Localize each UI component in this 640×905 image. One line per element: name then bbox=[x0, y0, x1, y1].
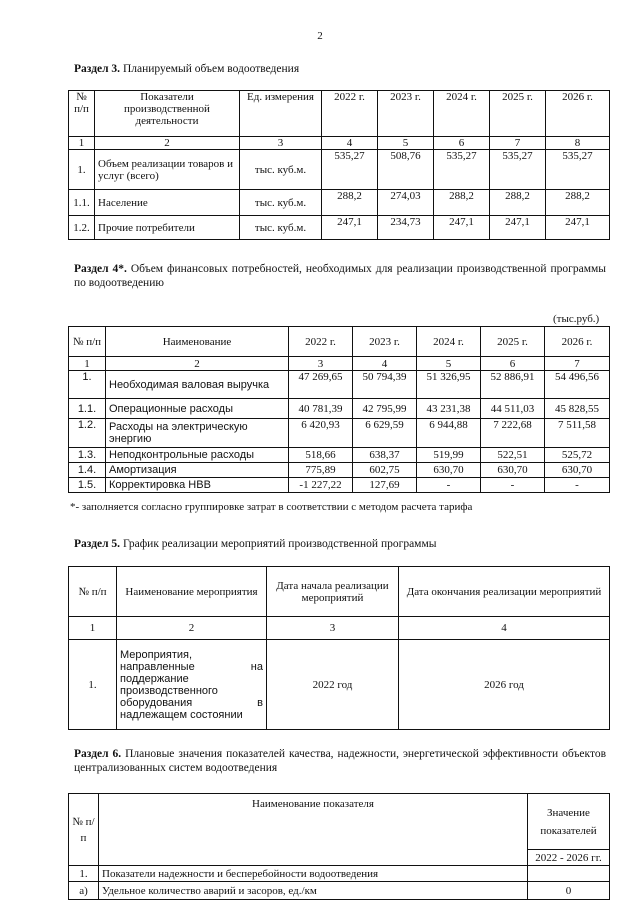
row-end-date: 2026 год bbox=[399, 640, 610, 730]
col-number: 1 bbox=[69, 617, 117, 640]
header-num: № п/п bbox=[69, 567, 117, 617]
row-value: 535,27 bbox=[322, 150, 378, 190]
col-number: 7 bbox=[545, 357, 610, 371]
header-name: Наименование bbox=[106, 327, 289, 357]
row-value: 6 944,88 bbox=[417, 419, 481, 448]
table-row bbox=[69, 448, 610, 463]
header-indicator: Показатели производственной деятельности bbox=[95, 91, 240, 137]
row-value: 247,1 bbox=[434, 216, 490, 240]
row-value: 638,37 bbox=[353, 448, 417, 463]
row-value: 522,51 bbox=[481, 448, 545, 463]
header-period: 2022 - 2026 гг. bbox=[528, 850, 610, 866]
section-5-title bbox=[74, 537, 436, 551]
section-4-title bbox=[74, 262, 606, 290]
section-3-title-text: Планируемый объем водоотведения bbox=[120, 63, 300, 75]
row-value: 274,03 bbox=[378, 190, 434, 216]
row-start-date: 2022 год bbox=[267, 640, 399, 730]
section-6-table bbox=[68, 793, 610, 900]
header-indicator-name: Наименование показателя bbox=[99, 794, 528, 866]
page-number: 2 bbox=[317, 30, 323, 42]
row-name: Необходимая валовая выручка bbox=[106, 371, 289, 399]
table-row bbox=[69, 478, 610, 493]
header-2022: 2022 г. bbox=[289, 327, 353, 357]
col-number: 4 bbox=[322, 137, 378, 150]
row-value: 127,69 bbox=[353, 478, 417, 493]
row-num: 1. bbox=[69, 371, 106, 399]
row-unit: тыс. куб.м. bbox=[240, 190, 322, 216]
header-2025: 2025 г. bbox=[481, 327, 545, 357]
header-value: Значение показателей bbox=[528, 794, 610, 850]
col-number: 5 bbox=[378, 137, 434, 150]
row-value: 288,2 bbox=[434, 190, 490, 216]
row-value: 519,99 bbox=[417, 448, 481, 463]
col-number: 4 bbox=[399, 617, 610, 640]
header-unit: Ед. измерения bbox=[240, 91, 322, 137]
table-row bbox=[69, 640, 610, 730]
row-num: 1.4. bbox=[69, 463, 106, 478]
header-num: № п/п bbox=[69, 91, 95, 137]
row-value: 630,70 bbox=[481, 463, 545, 478]
row-value: 43 231,38 bbox=[417, 399, 481, 419]
row-value: - bbox=[481, 478, 545, 493]
section-4-header-row bbox=[69, 327, 610, 357]
col-number: 2 bbox=[106, 357, 289, 371]
row-unit: тыс. куб.м. bbox=[240, 216, 322, 240]
row-value: 45 828,55 bbox=[545, 399, 610, 419]
row-value: 247,1 bbox=[490, 216, 546, 240]
row-value: - bbox=[417, 478, 481, 493]
row-unit: тыс. куб.м. bbox=[240, 150, 322, 190]
section-6-header-row bbox=[69, 794, 610, 850]
row-value: 40 781,39 bbox=[289, 399, 353, 419]
header-2025: 2025 г. bbox=[490, 91, 546, 137]
section-5-table bbox=[68, 566, 610, 730]
row-num: 1.3. bbox=[69, 448, 106, 463]
col-number: 6 bbox=[434, 137, 490, 150]
row-name: Расходы на электрическую энергию bbox=[106, 419, 289, 448]
table-row bbox=[69, 419, 610, 448]
table-row bbox=[69, 216, 610, 240]
row-value: 525,72 bbox=[545, 448, 610, 463]
col-number: 3 bbox=[289, 357, 353, 371]
row-num: 1.5. bbox=[69, 478, 106, 493]
row-value: 51 326,95 bbox=[417, 371, 481, 399]
col-number: 2 bbox=[117, 617, 267, 640]
header-num: № п/п bbox=[69, 327, 106, 357]
section-6-title-text: Плановые значения показателей качества, надежности, энергетической эффективности объектов централизованных систем водоотведения bbox=[74, 748, 606, 774]
row-num: 1.2. bbox=[69, 419, 106, 448]
row-value: 247,1 bbox=[322, 216, 378, 240]
row-num: 1.1. bbox=[69, 399, 106, 419]
section-4-title-text: Объем финансовых потребностей, необходимых для реализации производственной программы по водоотведению bbox=[74, 263, 606, 289]
row-value: 602,75 bbox=[353, 463, 417, 478]
section-5-title-text: График реализации мероприятий производственной программы bbox=[120, 538, 437, 550]
col-number: 2 bbox=[95, 137, 240, 150]
row-value: 535,27 bbox=[546, 150, 610, 190]
header-2024: 2024 г. bbox=[434, 91, 490, 137]
row-value: 288,2 bbox=[546, 190, 610, 216]
table-row bbox=[69, 190, 610, 216]
row-value: 775,89 bbox=[289, 463, 353, 478]
row-value: 50 794,39 bbox=[353, 371, 417, 399]
col-number: 8 bbox=[546, 137, 610, 150]
row-value: 52 886,91 bbox=[481, 371, 545, 399]
row-num: а) bbox=[69, 882, 99, 900]
row-value: 535,27 bbox=[434, 150, 490, 190]
row-value: 288,2 bbox=[490, 190, 546, 216]
section-5-header-row bbox=[69, 567, 610, 617]
col-number: 5 bbox=[417, 357, 481, 371]
row-num: 1.2. bbox=[69, 216, 95, 240]
header-num: № п/ п bbox=[69, 794, 99, 866]
col-number: 3 bbox=[240, 137, 322, 150]
header-start-date: Дата начала реализации мероприятий bbox=[267, 567, 399, 617]
header-2026: 2026 г. bbox=[546, 91, 610, 137]
row-value: 47 269,65 bbox=[289, 371, 353, 399]
section-6-label: Раздел 6. bbox=[74, 748, 122, 760]
row-name: Амортизация bbox=[106, 463, 289, 478]
row-value: 6 420,93 bbox=[289, 419, 353, 448]
row-name: Объем реализации товаров и услуг (всего) bbox=[95, 150, 240, 190]
row-value: -1 227,22 bbox=[289, 478, 353, 493]
header-2023: 2023 г. bbox=[378, 91, 434, 137]
section-3-label: Раздел 3. bbox=[74, 63, 121, 75]
table-row bbox=[69, 371, 610, 399]
section-5-label: Раздел 5. bbox=[74, 538, 121, 550]
row-name: Удельное количество аварий и засоров, ед./км bbox=[99, 882, 528, 900]
section-5-number-row bbox=[69, 617, 610, 640]
col-number: 3 bbox=[267, 617, 399, 640]
col-number: 1 bbox=[69, 137, 95, 150]
row-name: Прочие потребители bbox=[95, 216, 240, 240]
row-value: 7 222,68 bbox=[481, 419, 545, 448]
table-row bbox=[69, 399, 610, 419]
row-value: 7 511,58 bbox=[545, 419, 610, 448]
row-value: 288,2 bbox=[322, 190, 378, 216]
row-num: 1. bbox=[69, 866, 99, 882]
row-name: Мероприятия, направленные на поддержание производственного оборудования в надлежащем состоянии bbox=[117, 640, 267, 730]
row-value: 247,1 bbox=[546, 216, 610, 240]
row-name: Неподконтрольные расходы bbox=[106, 448, 289, 463]
row-value: 6 629,59 bbox=[353, 419, 417, 448]
row-value: - bbox=[545, 478, 610, 493]
row-value: 630,70 bbox=[417, 463, 481, 478]
row-name: Показатели надежности и бесперебойности водоотведения bbox=[99, 866, 528, 882]
table-row bbox=[69, 866, 610, 882]
col-number: 6 bbox=[481, 357, 545, 371]
section-4-label: Раздел 4*. bbox=[74, 263, 127, 275]
row-name: Население bbox=[95, 190, 240, 216]
row-num: 1. bbox=[69, 150, 95, 190]
section-3-header-row bbox=[69, 91, 610, 137]
row-name: Корректировка НВВ bbox=[106, 478, 289, 493]
table-row bbox=[69, 882, 610, 900]
section-3-title bbox=[74, 62, 299, 76]
col-number: 7 bbox=[490, 137, 546, 150]
row-value: 54 496,56 bbox=[545, 371, 610, 399]
row-value: 42 795,99 bbox=[353, 399, 417, 419]
col-number: 1 bbox=[69, 357, 106, 371]
row-value: 0 bbox=[528, 882, 610, 900]
row-value: 234,73 bbox=[378, 216, 434, 240]
row-value: 44 511,03 bbox=[481, 399, 545, 419]
row-num: 1.1. bbox=[69, 190, 95, 216]
table-row bbox=[69, 463, 610, 478]
col-number: 4 bbox=[353, 357, 417, 371]
section-4-number-row bbox=[69, 357, 610, 371]
header-2023: 2023 г. bbox=[353, 327, 417, 357]
row-value bbox=[528, 866, 610, 882]
row-value: 518,66 bbox=[289, 448, 353, 463]
row-name: Операционные расходы bbox=[106, 399, 289, 419]
header-measure: Наименование мероприятия bbox=[117, 567, 267, 617]
row-value: 508,76 bbox=[378, 150, 434, 190]
row-value: 630,70 bbox=[545, 463, 610, 478]
header-2024: 2024 г. bbox=[417, 327, 481, 357]
row-value: 535,27 bbox=[490, 150, 546, 190]
section-4-unit: (тыс.руб.) bbox=[553, 313, 600, 325]
section-4-footnote: *- заполняется согласно группировке затрат в соответствии с методом расчета тарифа bbox=[70, 501, 473, 513]
header-2022: 2022 г. bbox=[322, 91, 378, 137]
section-6-title bbox=[74, 747, 606, 775]
section-3-table bbox=[68, 90, 610, 240]
header-2026: 2026 г. bbox=[545, 327, 610, 357]
row-num: 1. bbox=[69, 640, 117, 730]
section-3-number-row bbox=[69, 137, 610, 150]
section-4-table bbox=[68, 326, 610, 493]
header-end-date: Дата окончания реализации мероприятий bbox=[399, 567, 610, 617]
table-row bbox=[69, 150, 610, 190]
